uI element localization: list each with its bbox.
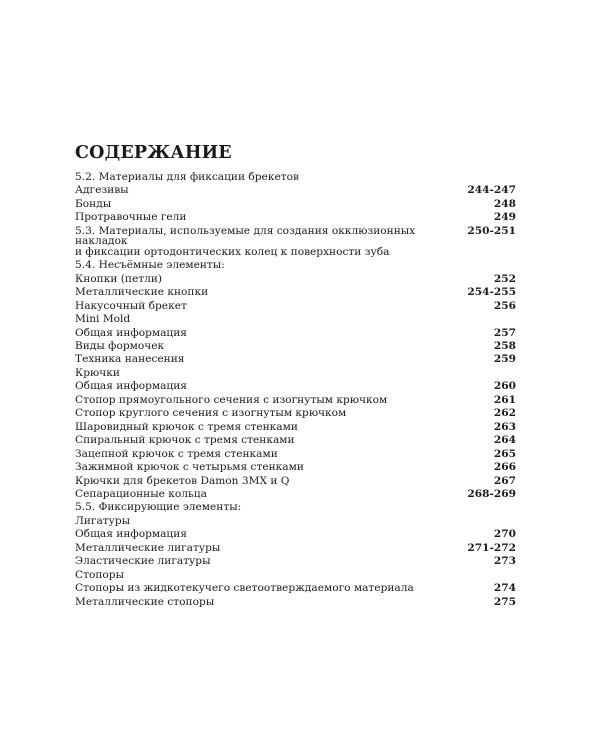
- toc-entry: [75, 300, 516, 313]
- toc-entry: [75, 542, 516, 555]
- toc-entry-page: 254-255: [467, 286, 516, 299]
- page-title: СОДЕРЖАНИЕ: [75, 143, 232, 163]
- toc-entry-page: 264: [493, 434, 516, 447]
- toc-entry-label: Металлические кнопки: [75, 286, 209, 299]
- toc-entry-page: 249: [493, 211, 516, 224]
- toc-entry-label: Эластические лигатуры: [75, 555, 211, 568]
- toc-entry-label: Общая информация: [75, 380, 187, 393]
- toc-entry-page: 252: [493, 272, 516, 285]
- toc-entry-label: Техника нанесения: [75, 353, 185, 366]
- toc-entry: [75, 596, 516, 609]
- toc-entry-label: Общая информация: [75, 326, 187, 339]
- toc-entry-page: 271-272: [467, 541, 516, 554]
- toc-entry: [75, 259, 516, 272]
- toc-entry-label: Сепарационные кольца: [75, 488, 207, 501]
- toc-entry: [75, 353, 516, 366]
- toc-entry: [75, 448, 516, 461]
- toc-entry-label: Накусочный брекет: [75, 299, 187, 312]
- toc-entry-page: 275: [493, 595, 516, 608]
- toc-entry-page: 244-247: [467, 184, 516, 197]
- toc-entry-label: Лигатуры: [75, 514, 131, 527]
- toc-entry: [75, 528, 516, 541]
- toc-entry: [75, 340, 516, 353]
- toc-entry-page: 250-251: [467, 224, 516, 237]
- toc-entry-page: 261: [493, 393, 516, 406]
- toc-entry-label: 5.5. Фиксирующие элементы:: [75, 501, 242, 514]
- toc-entry-page: 262: [493, 407, 516, 420]
- toc-entry-page: 258: [493, 340, 516, 353]
- toc-entry-label: Стопоры из жидкотекучего светоотверждаемого материала: [75, 582, 414, 595]
- toc-entry-label: Крючки: [75, 366, 120, 379]
- toc-entry-label: Бонды: [75, 197, 112, 210]
- toc-entry-page: 270: [493, 528, 516, 541]
- toc-entry-page: 268-269: [467, 488, 516, 501]
- toc-entry: [75, 475, 516, 488]
- toc-entry-label: Металлические лигатуры: [75, 541, 221, 554]
- toc-entry: [75, 407, 516, 420]
- toc-entry-label-line: 5.3. Материалы, используемые для создания окклюзионных накладок: [75, 224, 416, 248]
- toc-entry-label: Спиральный крючок с тремя стенками: [75, 434, 295, 447]
- toc-entry-label: [75, 226, 467, 258]
- toc-entry-label: Mini Mold: [75, 313, 131, 326]
- toc-entry-label: Зацепной крючок с тремя стенками: [75, 447, 278, 460]
- toc-entry-label: Протравочные гели: [75, 211, 187, 224]
- toc-entry: [75, 501, 516, 514]
- toc-entry-label: 5.2. Материалы для фиксации брекетов: [75, 171, 299, 183]
- toc-entry-label: Кнопки (петли): [75, 272, 162, 285]
- toc-entry-label-line: и фиксации ортодонтических колец к поверхности зуба: [75, 245, 390, 258]
- toc-entry: [75, 273, 516, 286]
- toc-entry-label: Адгезивы: [75, 184, 129, 197]
- toc-entry: [75, 582, 516, 595]
- toc-entry-label: Стопор прямоугольного сечения с изогнутым крючком: [75, 393, 388, 406]
- toc-entry-page: 265: [493, 447, 516, 460]
- toc-entry-page: 263: [493, 420, 516, 433]
- toc-entry: [75, 171, 516, 184]
- toc-entry-page: 259: [493, 353, 516, 366]
- toc-entry-label: Металлические стопоры: [75, 595, 215, 608]
- toc-entry: [75, 380, 516, 393]
- toc-entry: [75, 515, 516, 528]
- toc-entry: [75, 313, 516, 326]
- toc-entry: [75, 226, 516, 258]
- toc-entry-label: Стопор круглого сечения с изогнутым крючком: [75, 407, 347, 420]
- toc-entry-page: 248: [493, 197, 516, 210]
- toc-entry-page: 273: [493, 555, 516, 568]
- toc-entry-page: 256: [493, 299, 516, 312]
- toc-entry: [75, 286, 516, 299]
- toc-entry: [75, 555, 516, 568]
- toc-entry: [75, 461, 516, 474]
- toc-entry: [75, 434, 516, 447]
- toc-entry: [75, 394, 516, 407]
- toc-entry: [75, 488, 516, 501]
- toc-entry: [75, 367, 516, 380]
- toc-entry-page: 257: [493, 326, 516, 339]
- toc-entry: [75, 198, 516, 211]
- toc-entry-page: 266: [493, 461, 516, 474]
- toc-entry-label: Крючки для брекетов Damon 3MX и Q: [75, 474, 290, 487]
- toc-entry: [75, 569, 516, 582]
- toc-entry-label: Зажимной крючок с четырьмя стенками: [75, 461, 304, 474]
- toc-entry: [75, 211, 516, 224]
- toc-entry-label: Виды формочек: [75, 340, 165, 353]
- toc-entry: [75, 184, 516, 197]
- toc-entry: [75, 327, 516, 340]
- toc-entry: [75, 421, 516, 434]
- toc-entry-label: 5.4. Несъёмные элементы:: [75, 259, 225, 272]
- toc-entry-page: 260: [493, 380, 516, 393]
- toc-entry-page: 274: [493, 582, 516, 595]
- toc-entry-label: Шаровидный крючок с тремя стенками: [75, 420, 298, 433]
- toc-entry-label: Общая информация: [75, 528, 187, 541]
- table-of-contents: [75, 171, 516, 609]
- toc-entry-page: 267: [493, 474, 516, 487]
- toc-entry-label: Стопоры: [75, 568, 124, 581]
